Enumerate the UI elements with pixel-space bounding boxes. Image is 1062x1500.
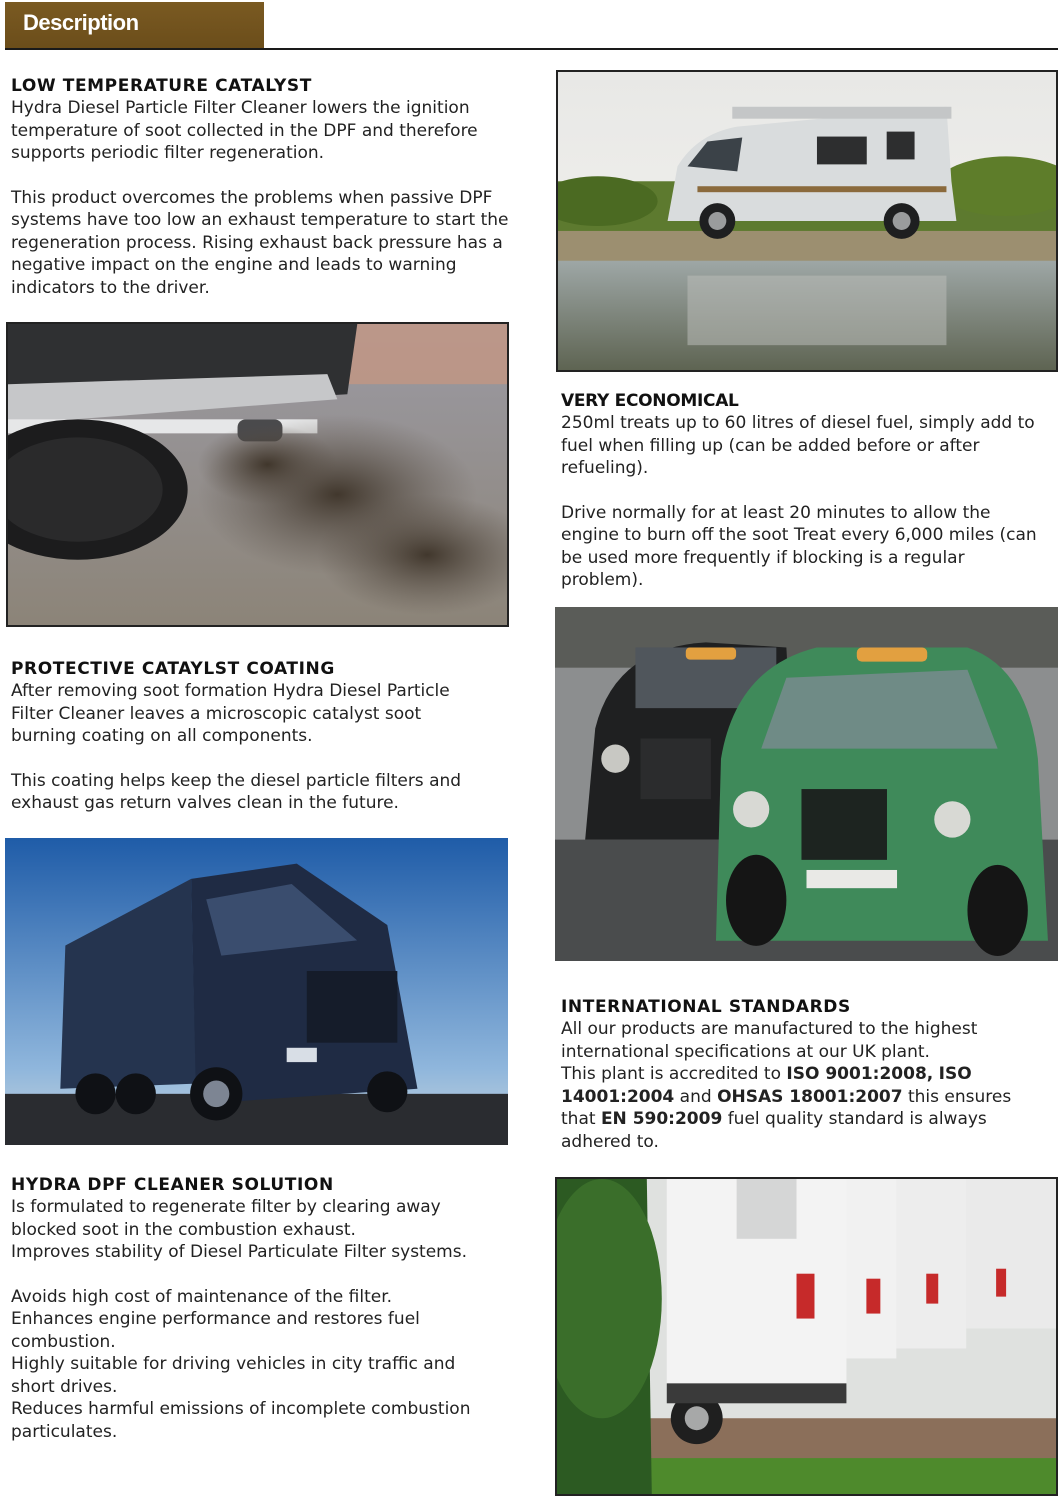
london-taxis-photo: [555, 607, 1058, 961]
standards-paragraph-1: All our products are manufactured to the highest international specifications at our UK plant.: [561, 1019, 978, 1062]
standards-heading: INTERNATIONAL STANDARDS: [561, 997, 851, 1017]
economical-paragraph-2: Drive normally for at least 20 minutes to allow the engine to burn off the soot Treat every 6,000 miles (can be used more frequently if blocking is a regular problem).: [561, 502, 1037, 590]
exhaust-smoke-photo: [6, 322, 509, 627]
low-temp-paragraph-2: This product overcomes the problems when passive DPF systems have too low an exhaust temperature to start the regeneration process. Rising exhaust back pressure has a negative impact on the engine and leads to warning indicators to the driver.: [11, 187, 509, 298]
en-590: EN 590:2009: [600, 1109, 723, 1129]
coating-heading: PROTECTIVE CATAYLST COATING: [11, 659, 335, 679]
economical-section: [561, 390, 1056, 592]
truck-photo: [5, 838, 508, 1145]
standards-section: [561, 996, 1056, 1153]
solution-line-3: Avoids high cost of maintenance of the filter.: [11, 1286, 393, 1307]
description-tab: [5, 2, 264, 49]
solution-line-4: Enhances engine performance and restores fuel combustion.: [11, 1309, 420, 1352]
iso-9001: ISO 9001:2008,: [786, 1064, 934, 1084]
coating-section: [11, 658, 531, 815]
solution-line-6: Reduces harmful emissions of incomplete combustion particulates.: [11, 1399, 471, 1442]
standards-paragraph-2: [561, 1063, 1041, 1153]
solution-line-2: Improves stability of Diesel Particulate Filter systems.: [11, 1242, 467, 1262]
low-temp-heading: LOW TEMPERATURE CATALYST: [11, 76, 312, 96]
ohsas-18001: OHSAS 18001:2007: [717, 1086, 903, 1107]
solution-line-1: Is formulated to regenerate filter by clearing away blocked soot in the combustion exhaust.: [11, 1197, 441, 1240]
ensures-text: this ensures that: [561, 1086, 1012, 1129]
solution-line-5: Highly suitable for driving vehicles in city traffic and short drives.: [11, 1354, 456, 1397]
white-vans-photo: [555, 1177, 1058, 1496]
header-divider: [5, 48, 1058, 50]
campervan-photo: [556, 70, 1058, 372]
description-title: Description: [23, 10, 139, 35]
economical-heading: VERY ECONOMICAL: [561, 391, 739, 411]
iso-14001: ISO 14001:2004: [561, 1064, 972, 1107]
and-text: and: [674, 1086, 718, 1107]
accredited-text: This plant is accredited to: [561, 1064, 787, 1084]
low-temp-section: [11, 75, 531, 299]
coating-paragraph-1: After removing soot formation Hydra Diesel Particle Filter Cleaner leaves a microscopic catalyst soot burning coating on all components.: [11, 681, 450, 746]
coating-paragraph-2: This coating helps keep the diesel particle filters and exhaust gas return valves clean in the future.: [11, 770, 462, 813]
solution-heading: HYDRA DPF CLEANER SOLUTION: [11, 1175, 334, 1195]
adhered-text: fuel quality standard is always adhered to.: [561, 1109, 987, 1152]
solution-section: [11, 1174, 531, 1443]
economical-paragraph-1: 250ml treats up to 60 litres of diesel fuel, simply add to fuel when filling up (can be added before or after refueling).: [561, 413, 1035, 478]
low-temp-paragraph-1: Hydra Diesel Particle Filter Cleaner lowers the ignition temperature of soot collected in the DPF and therefore supports periodic filter regeneration.: [11, 98, 478, 163]
